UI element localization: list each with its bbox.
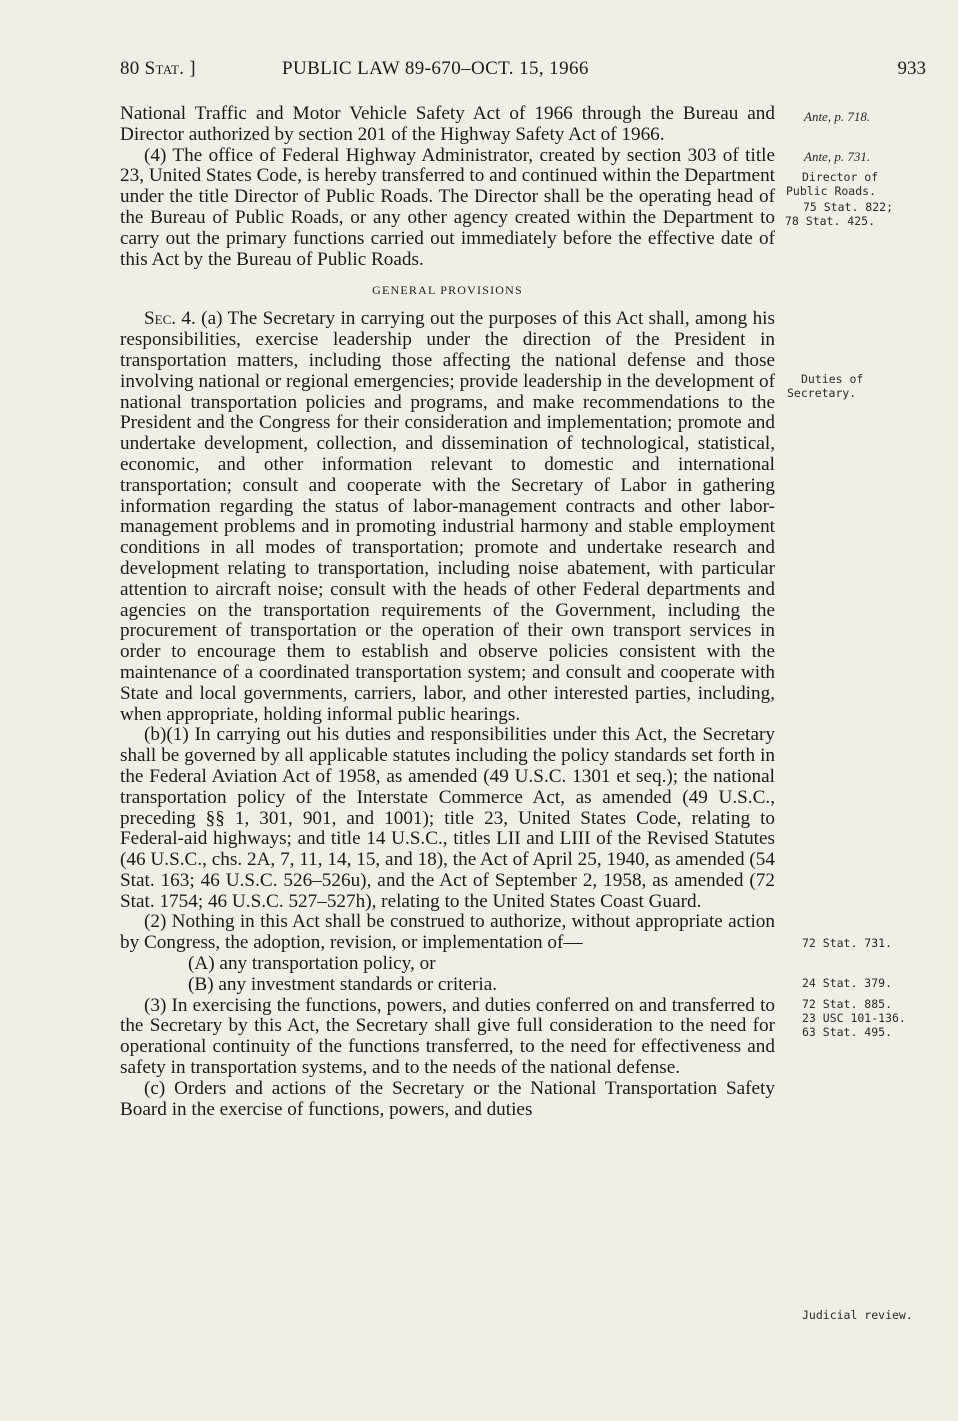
margin-note-judicial-review: Judicial review.: [802, 1308, 913, 1322]
margin-note-ante-731: Ante, p. 731.: [804, 149, 871, 164]
director-line-1: Director of: [802, 170, 879, 184]
paragraph-director: (4) The office of Federal Highway Administrator, created by section 303 of title 23, United States Code, is hereby transferred to and continued within the Department under the title Director of Public Roads. The Director shall be the operating head of the Bureau of Public Roads, or any other agency created within the Department to carry out the primary functions carried out immediately before the effective date of this Act by the Bureau of Public Roads.: [120, 144, 775, 270]
paragraph-sec4a: [120, 309, 775, 725]
margin-note-stat-72-885: 72 Stat. 885.: [802, 997, 893, 1011]
director-line-2: Public Roads.: [786, 184, 877, 198]
list-item-b: (B) any investment standards or criteria.: [188, 973, 498, 995]
margin-note-stat-24: 24 Stat. 379.: [802, 976, 893, 990]
margin-note-ante-718: Ante, p. 718.: [804, 109, 871, 124]
page-header: [120, 58, 926, 84]
list-item-a: (A) any transportation policy, or: [188, 953, 436, 975]
paragraph-continuation: National Traffic and Motor Vehicle Safety Act of 1966 through the Bureau and Director authorized by section 201 of the Highway Safety Act of 1966.: [120, 103, 775, 145]
paragraph-sec4b1: (b)(1) In carrying out his duties and responsibilities under this Act, the Secretary shall be governed by all applicable statutes including the policy standards set forth in the Federal Aviation Act of 1958, as amended (49 U.S.C. 1301 et seq.); the national transportation policy of the Interstate Commerce Act, as amended (49 U.S.C., preceding §§ 1, 301, 901, and 1001); title 23, United States Code, relating to Federal-aid highways; and title 14 U.S.C., titles LII and LIII of the Revised Statutes (46 U.S.C., chs. 2A, 7, 11, 14, 15, and 18), the Act of April 25, 1940, as amended (54 Stat. 163; 46 U.S.C. 526–526u), and the Act of September 2, 1958, as amended (72 Stat. 1754; 46 U.S.C. 527–527h), relating to the United States Coast Guard.: [120, 724, 775, 912]
stat-volume: 80 Stat. ]: [120, 58, 196, 79]
margin-note-usc-23: 23 USC 101-136.: [802, 1011, 906, 1025]
duties-line-2: Secretary.: [787, 386, 857, 400]
margin-note-stat-63: 63 Stat. 495.: [802, 1025, 893, 1039]
page-number: 933: [897, 58, 926, 79]
paragraph-sec4b2: (2) Nothing in this Act shall be construed to authorize, without appropriate action by Congress, the adoption, revision, or implementation of—: [120, 911, 775, 954]
margin-note-stat-72-731: 72 Stat. 731.: [802, 936, 893, 950]
main-text: [120, 104, 775, 1120]
duties-line-1: Duties of: [801, 372, 864, 386]
margin-note-stat-78: 78 Stat. 425.: [785, 214, 876, 228]
sec4a-text: (a) The Secretary in carrying out the purposes of this Act shall, among his responsibilities, exercise leadership under the direction of the President in transportation matters, including those affecting the national defense and those involving national or regional emergencies; provide leadership in the development of national transportation policies and programs, and make recommendations to the President and the Congress for their consideration and implementation; promote and undertake development, collection, and dissemination of technological, statistical, economic, and other information relevant to domestic and international transportation; consult and cooperate with the Secretary of Labor in gathering information regarding the status of labor-management contracts and other labor-management problems and in promoting industrial harmony and stable employment conditions in all modes of transportation; promote and undertake research and development relating to transportation, including noise abatement, with particular attention to aircraft noise; consult with the heads of other Federal departments and agencies on the transportation requirements of the Government, including the procurement of transportation or the operation of their own transport services in order to encourage them to establish and observe policies consistent with the maintenance of a coordinated transportation system; and consult and cooperate with State and local governments, carriers, labor, and other interested parties, including, when appropriate, holding informal public hearings.: [120, 308, 775, 725]
page-title: PUBLIC LAW 89-670–OCT. 15, 1966: [282, 58, 589, 79]
paragraph-sec4b3: (3) In exercising the functions, powers, and duties conferred on and transferred to the Secretary by this Act, the Secretary shall give full consideration to the need for operational continuity of the functions transferred, to the need for effectiveness and safety in transportation systems, and to the needs of the national defense.: [120, 994, 775, 1079]
margin-note-duties: [787, 372, 863, 400]
paragraph-sec4c: (c) Orders and actions of the Secretary or the National Transportation Safety Board in the exercise of functions, powers, and duties: [120, 1077, 775, 1120]
margin-note-stat-75: 75 Stat. 822;: [803, 200, 894, 214]
section-label: Sec. 4.: [144, 308, 196, 330]
section-heading: GENERAL PROVISIONS: [372, 283, 523, 298]
margin-note-director: [786, 170, 879, 198]
